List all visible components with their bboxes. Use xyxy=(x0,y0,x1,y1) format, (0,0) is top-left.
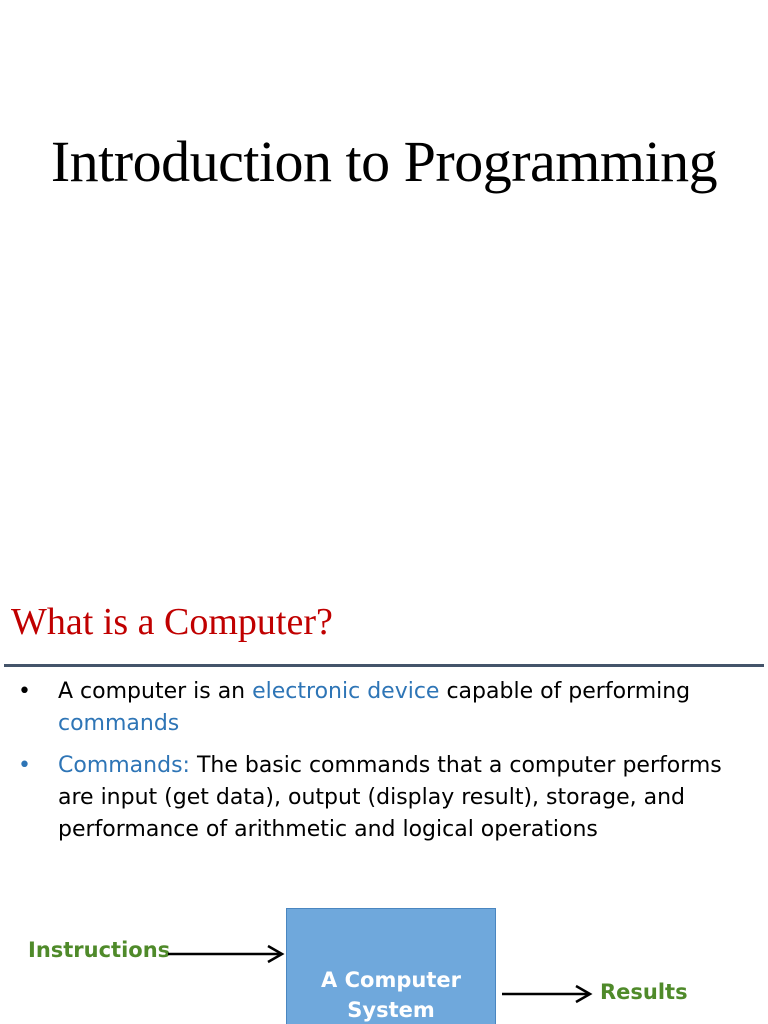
instructions-label: Instructions xyxy=(28,938,171,962)
computer-system-box xyxy=(286,908,496,1024)
bullet-text: capable of performing xyxy=(439,679,691,704)
bullet-item-1 xyxy=(18,676,738,740)
bullet-item-2 xyxy=(18,750,738,846)
input-arrow-icon xyxy=(168,942,286,966)
slide-2-title: What is a Computer? xyxy=(11,601,333,643)
bullet-marker: • xyxy=(18,753,31,778)
title-divider xyxy=(4,664,764,667)
slide-2 xyxy=(0,576,768,1024)
system-box-label xyxy=(287,965,495,1024)
slide-1-title: Introduction to Programming xyxy=(50,129,718,194)
output-arrow-icon xyxy=(500,982,596,1006)
system-box-label-line2: System xyxy=(347,998,435,1022)
bullet-text: A computer is an xyxy=(58,679,253,704)
bullet-marker: • xyxy=(18,679,31,704)
computer-system-diagram xyxy=(0,906,768,1024)
results-label: Results xyxy=(600,980,688,1004)
bullet-list xyxy=(18,676,738,856)
highlight-commands-label: Commands: xyxy=(58,753,190,778)
highlight-electronic-device: electronic device xyxy=(252,679,440,704)
highlight-commands: commands xyxy=(58,711,180,736)
system-box-label-line1: A Computer xyxy=(321,968,461,992)
bullet-text: The basic commands that a computer performs are input (get data), output (display result), storage, and performance of arithmetic and logical operations xyxy=(58,753,722,842)
